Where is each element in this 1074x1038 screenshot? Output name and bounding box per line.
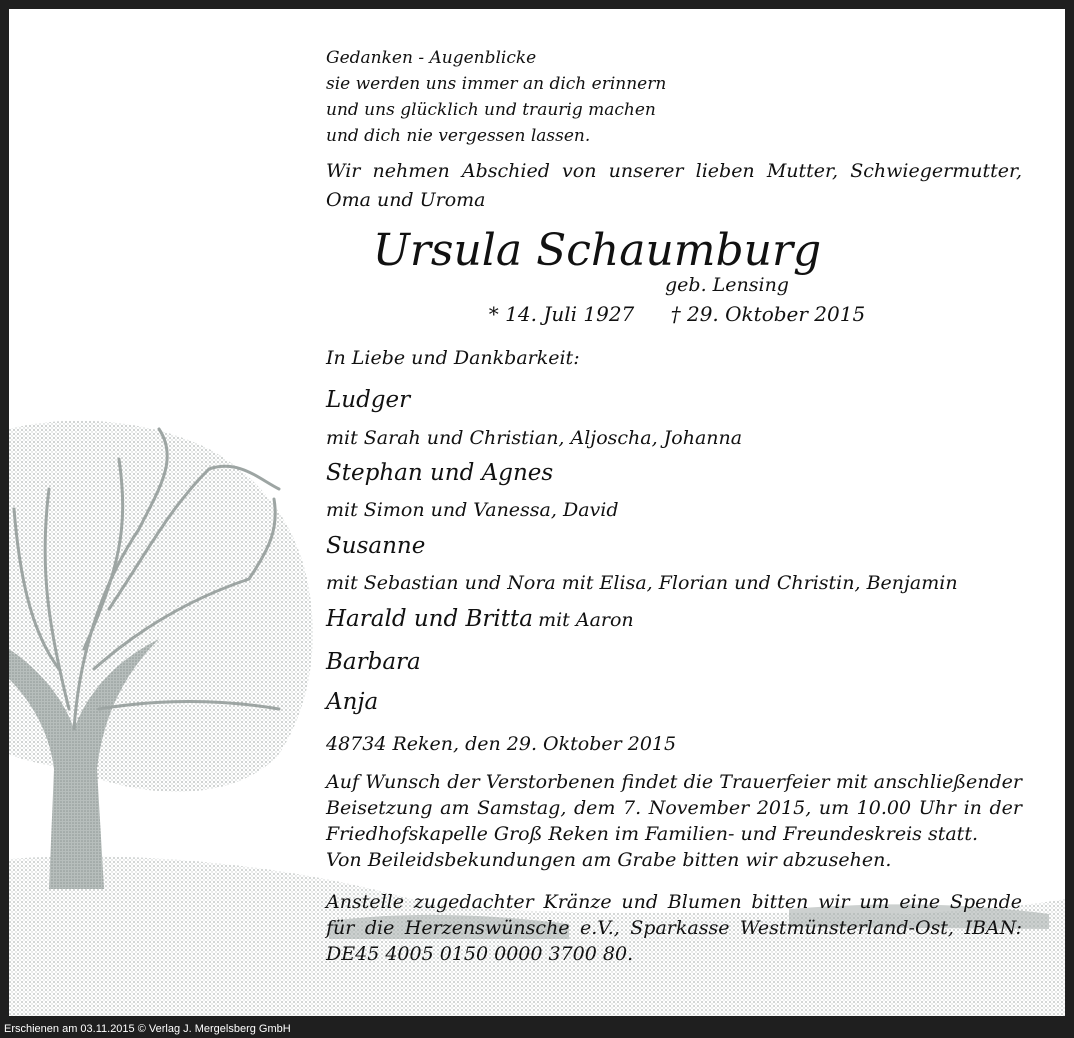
family-member-name: Anja xyxy=(326,689,379,715)
deceased-name: Ursula Schaumburg xyxy=(372,225,822,276)
birth-name: geb. Lensing xyxy=(665,274,789,296)
notice-paper xyxy=(9,9,1065,1016)
family-member-children: mit Sebastian und Nora mit Elisa, Florian und Christin, Benjamin xyxy=(326,572,958,594)
donation-info: Anstelle zugedachter Kränze und Blumen bitten wir um eine Spende für die Herzenswünsche e.V., Sparkasse Westmünsterland-Ost, IBAN: DE45 4005 0150 0000 3700 80. xyxy=(326,891,1022,965)
birth-date: * 14. Juli 1927 xyxy=(488,302,635,326)
publication-footer: Erschienen am 03.11.2015 © Verlag J. Mergelsberg GmbH xyxy=(0,1021,1074,1038)
service-text: Auf Wunsch der Verstorbenen findet die Trauerfeier mit anschließender Beisetzung am Samstag, dem 7. November 2015, um 10.00 Uhr in der Friedhofskapelle Groß Reken im Familien- und Freundeskreis statt. xyxy=(326,771,1022,845)
condolences-text: Von Beileidsbekundungen am Grabe bitten wir abzusehen. xyxy=(326,849,892,871)
place-date: 48734 Reken, den 29. Oktober 2015 xyxy=(326,733,677,755)
family-member-children: mit Sarah und Christian, Aljoscha, Johanna xyxy=(326,427,743,449)
poem-line: und dich nie vergessen lassen. xyxy=(326,126,591,146)
family-member-name: Barbara xyxy=(326,649,421,675)
poem-line: sie werden uns immer an dich erinnern xyxy=(326,74,667,94)
family-member-name: Ludger xyxy=(326,387,411,413)
family-member-children: mit Aaron xyxy=(538,609,634,631)
family-member-name: Stephan und Agnes xyxy=(326,460,554,486)
poem xyxy=(326,45,666,149)
funeral-service-info xyxy=(326,769,1022,873)
death-date: † 29. Oktober 2015 xyxy=(670,302,866,326)
poem-line: und uns glücklich und traurig machen xyxy=(326,100,656,120)
family-member-children: mit Simon und Vanessa, David xyxy=(326,499,619,521)
life-dates xyxy=(9,302,1065,326)
farewell-intro: Wir nehmen Abschied von unserer lieben Mutter, Schwiegermutter, Oma und Uroma xyxy=(326,160,1022,211)
family-member-name: Harald und Britta xyxy=(326,606,533,632)
family-member-row xyxy=(326,606,634,632)
family-intro: In Liebe und Dankbarkeit: xyxy=(326,347,580,369)
family-member-name: Susanne xyxy=(326,533,426,559)
poem-line: Gedanken - Augenblicke xyxy=(326,48,537,68)
